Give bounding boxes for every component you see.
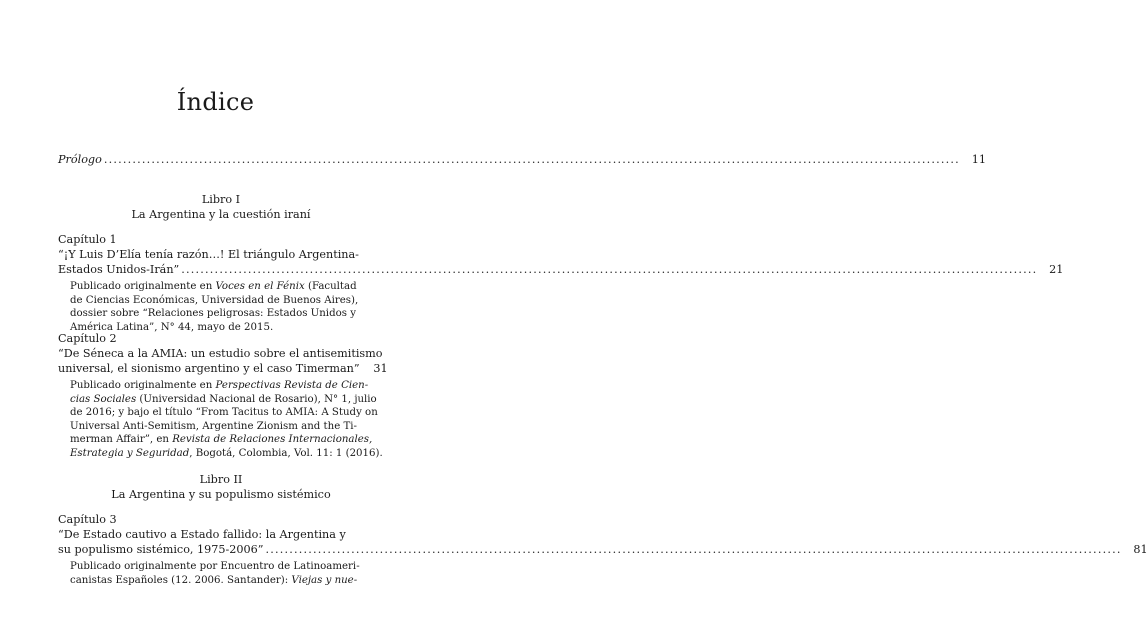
toc-entry-prologo[interactable] [58,152,986,167]
chapter-label: Capítulo 2 [58,332,117,345]
chapter-title-line: “De Séneca a la AMIA: un estudio sobre el antisemitismo [58,347,383,360]
chapter-title-line: su populismo sistémico, 1975-2006” [58,543,264,556]
toc-entry-capitulo-1[interactable] [58,232,1064,334]
note-line: de Ciencias Económicas, Universidad de Buenos Aires), [70,294,359,306]
toc-entry-label: Prólogo [58,153,102,166]
note-line: cias Sociales (Universidad Nacional de Rosario), N° 1, julio [70,393,377,405]
note-line: canistas Españoles (12. 2006. Santander): Viejas y nue- [70,574,358,586]
section-subtitle: La Argentina y su populismo sistémico [111,488,331,501]
toc-entry-capitulo-2[interactable] [58,331,388,461]
chapter-label: Capítulo 3 [58,513,117,526]
chapter-label: Capítulo 1 [58,233,117,246]
toc-entry-capitulo-3[interactable] [58,512,1148,587]
publication-note [58,280,370,334]
note-line: dossier sobre “Relaciones peligrosas: Estados Unidos y [70,308,356,320]
note-line: Publicado originalmente en Voces en el Fénix (Facultad [70,281,357,292]
chapter-title-line: “De Estado cautivo a Estado fallido: la Argentina y [58,528,346,541]
note-line: merman Affair”, en Revista de Relaciones Internacionales, [70,434,373,446]
dot-leader [104,152,960,167]
toc-page-number: 81 [1133,543,1148,556]
section-heading: Libro II [199,473,243,486]
toc-page-number: 11 [971,153,986,166]
note-line: Universal Anti-Semitism, Argentine Zionism and the Ti- [70,420,357,432]
toc-page-number: 31 [373,362,388,375]
chapter-title-line: universal, el sionismo argentino y el caso Timerman” [58,362,360,375]
note-line: América Latina”, N° 44, mayo de 2015. [70,321,274,333]
section-subtitle: La Argentina y la cuestión iraní [131,208,311,221]
publication-note [58,560,370,587]
page-title: Índice [176,88,255,116]
note-line: de 2016; y bajo el título “From Tacitus to AMIA: A Study on [70,407,378,419]
section-heading-libro-1 [58,192,384,222]
section-heading-libro-2 [58,472,384,502]
note-line: Publicado originalmente por Encuentro de Latinoameri- [70,561,360,572]
note-line: Estrategia y Seguridad, Bogotá, Colombia, Vol. 11: 1 (2016). [70,447,383,459]
chapter-title-line: “¡Y Luis D’Elía tenía razón…! El triángulo Argentina- [58,248,359,261]
toc-page-number: 21 [1049,263,1064,276]
dot-leader [265,542,1121,557]
note-line: Publicado originalmente en Perspectivas Revista de Cien- [70,380,369,391]
publication-note [58,379,383,461]
dot-leader [181,262,1037,277]
chapter-title-line: Estados Unidos-Irán” [58,263,180,276]
section-heading: Libro I [201,193,241,206]
